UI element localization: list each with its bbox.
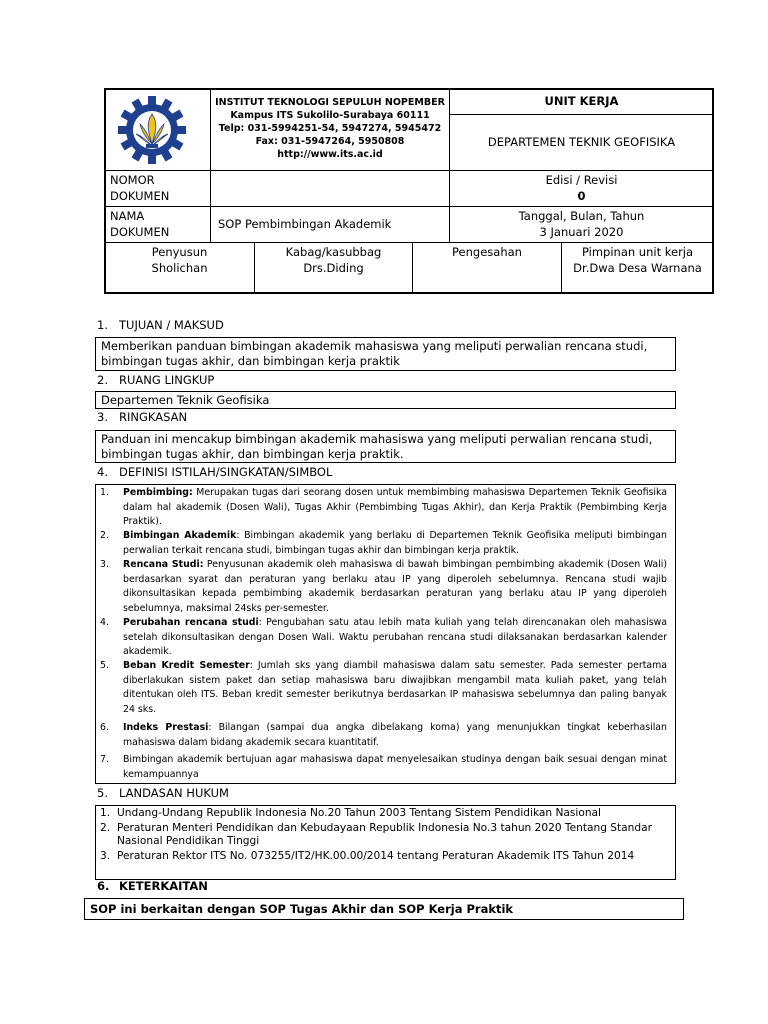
- section-heading-3: 3. RINGKASAN: [97, 410, 188, 424]
- institution-address: Kampus ITS Sukolilo-Surabaya 60111: [230, 110, 430, 121]
- institution-info: [210, 96, 450, 161]
- section-box-keterkaitan: SOP ini berkaitan dengan SOP Tugas Akhir dan SOP Kerja Praktik: [84, 898, 684, 920]
- institution-name: INSTITUT TEKNOLOGI SEPULUH NOPEMBER: [215, 97, 445, 108]
- unit-name: DEPARTEMEN TEKNIK GEOFISIKA: [487, 135, 676, 149]
- its-logo: [116, 94, 188, 166]
- grid-line: [105, 206, 713, 207]
- grid-line: [105, 242, 713, 243]
- date-value: 3 Januari 2020: [539, 225, 624, 239]
- section-heading-4: 4. DEFINISI ISTILAH/SINGKATAN/SIMBOL: [97, 465, 333, 479]
- section-box-tujuan: Memberikan panduan bimbingan akademik mahasiswa yang meliputi perwalian rencana studi, bimbingan tugas akhir, dan bimbingan kerja praktik: [95, 337, 676, 371]
- legal-basis-list: 1. Undang-Undang Republik Indonesia No.20 Tahun 2003 Tentang Sistem Pendidikan Nasional 2. Peraturan Menteri Pendidikan dan Kebudayaan Republik Indonesia No.3 tahun 2020 Tentang Standar Nasional Pendidikan Tinggi 3. Peraturan Rektor ITS No. 073255/IT2/HK.00.00/2014 tentang Peraturan Akademik ITS Tahun 2014: [95, 805, 676, 880]
- edition-value: 0: [577, 189, 586, 203]
- institution-web: http://www.its.ac.id: [277, 149, 383, 160]
- edition-label: Edisi / Revisi: [545, 173, 618, 187]
- institution-phone: Telp: 031-5994251-54, 5947274, 5945472: [218, 123, 442, 134]
- institution-fax: Fax: 031-5947264, 5950808: [255, 136, 405, 147]
- doc-number-label: NOMOR DOKUMEN: [110, 173, 170, 203]
- signatory-pengesahan: Pengesahan: [452, 245, 522, 259]
- signatory-kabag: Kabag/kasubbag Drs.Diding: [285, 245, 382, 275]
- grid-line: [105, 170, 713, 171]
- section-heading-1: 1. TUJUAN / MAKSUD: [97, 318, 224, 332]
- section-heading-6: 6. KETERKAITAN: [97, 879, 208, 893]
- date-cell: [450, 208, 713, 240]
- definitions-list: 1. Pembimbing: Merupakan tugas dari seorang dosen untuk membimbing mahasiswa Departemen Teknik Geofisika dalam hal akademik (Dosen Wali), Tugas Akhir (Pembimbing Tugas Akhir), dan Kerja Praktik (Pembimbing Kerja Praktik). 2. Bimbingan Akademik: Bimbingan akademik yang berlaku di Departemen Teknik Geofisika meliputi bimbingan perwalian terkait rencana studi, bimbingan tugas akhir dan bimbingan kerja praktik. 3. Rencana Studi: Penyusunan akademik oleh mahasiswa di bawah bimbingan pembimbing akademik (Dosen Wali) berdasarkan syarat dan peraturan yang berlaku atau IP yang diperoleh sebelumnya. Rencana studi wajib dikonsultasikan kepada pembimbing akademik berdasarkan peraturan yang berlaku atau IP yang diperoleh sebelumnya, maksimal 24sks per-semester. 4. Perubahan rencana studi: Pengubahan satu atau lebih mata kuliah yang telah direncanakan oleh mahasiswa setelah dikonsultasikan dengan Dosen Wali. Waktu perubahan rencana studi dilaksanakan berdasarkan kalender akademik. 5. Beban Kredit Semester: Jumlah sks yang diambil mahasiswa dalam satu semester. Pada semester pertama diberlakukan sistem paket dan setiap mahasiswa baru diwajibkan mengambil mata kuliah paket, yang telah ditentukan oleh ITS. Beban kredit semester berikutnya berdasarkan IP mahasiswa sebelumnya dan paling banyak 24 sks. 6. Indeks Prestasi: Bilangan (sampai dua angka dibelakang koma) yang menunjukkan tingkat keberhasilan mahasiswa dalam bidang akademik secara kuantitatif. 7. Bimbingan akademik bertujuan agar mahasiswa dapat menyelesaikan studinya dengan baik sesuai dengan minat kemampuannya: [95, 484, 676, 784]
- date-label: Tanggal, Bulan, Tahun: [518, 209, 645, 223]
- section-box-ruang-lingkup: Departemen Teknik Geofisika: [95, 391, 676, 409]
- section-heading-5: 5. LANDASAN HUKUM: [97, 786, 229, 800]
- unit-title: UNIT KERJA: [544, 94, 619, 108]
- grid-line: [449, 114, 713, 115]
- doc-name-label: NAMA DOKUMEN: [110, 209, 170, 239]
- signatory-pimpinan: Pimpinan unit kerja Dr.Dwa Desa Warnana: [573, 245, 702, 275]
- doc-name-value: SOP Pembimbingan Akademik: [218, 217, 392, 231]
- edition-cell: [450, 172, 713, 204]
- signatory-penyusun: Penyusun Sholichan: [151, 245, 208, 275]
- section-box-ringkasan: Panduan ini mencakup bimbingan akademik mahasiswa yang meliputi perwalian rencana studi, bimbingan tugas akhir, dan bimbingan kerja praktik.: [95, 430, 676, 463]
- section-heading-2: 2. RUANG LINGKUP: [97, 373, 215, 387]
